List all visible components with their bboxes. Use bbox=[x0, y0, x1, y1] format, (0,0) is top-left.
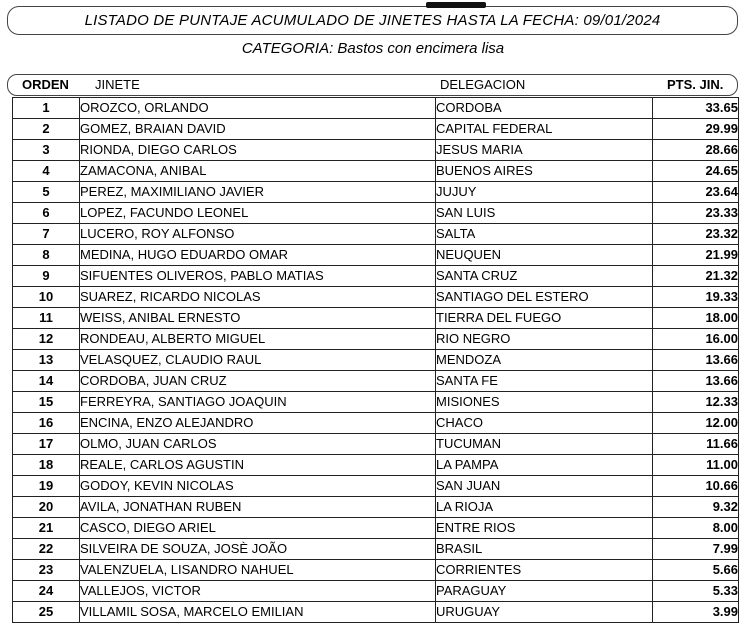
cell-jinete: SUAREZ, RICARDO NICOLAS bbox=[80, 287, 436, 308]
cell-pts: 12.00 bbox=[653, 413, 739, 434]
cell-delegacion: SAN JUAN bbox=[436, 476, 653, 497]
cell-pts: 33.65 bbox=[653, 98, 739, 119]
cell-orden: 4 bbox=[13, 161, 80, 182]
cell-orden: 12 bbox=[13, 329, 80, 350]
table-header bbox=[7, 74, 738, 96]
table-row bbox=[13, 581, 739, 602]
cell-delegacion: URUGUAY bbox=[436, 602, 653, 623]
table-row bbox=[13, 98, 739, 119]
cell-pts: 9.32 bbox=[653, 497, 739, 518]
cell-jinete: RIONDA, DIEGO CARLOS bbox=[80, 140, 436, 161]
page-title: LISTADO DE PUNTAJE ACUMULADO DE JINETES HASTA LA FECHA: 09/01/2024 bbox=[84, 12, 661, 29]
cell-delegacion: CHACO bbox=[436, 413, 653, 434]
cell-pts: 8.00 bbox=[653, 518, 739, 539]
cell-jinete: FERREYRA, SANTIAGO JOAQUIN bbox=[80, 392, 436, 413]
table-row bbox=[13, 182, 739, 203]
column-header-delegacion: DELEGACION bbox=[440, 77, 526, 92]
cell-delegacion: TIERRA DEL FUEGO bbox=[436, 308, 653, 329]
table-row bbox=[13, 224, 739, 245]
column-header-jinete: JINETE bbox=[95, 77, 140, 92]
cell-jinete: GOMEZ, BRAIAN DAVID bbox=[80, 119, 436, 140]
cell-delegacion: BUENOS AIRES bbox=[436, 161, 653, 182]
cell-jinete: AVILA, JONATHAN RUBEN bbox=[80, 497, 436, 518]
cell-orden: 20 bbox=[13, 497, 80, 518]
cell-orden: 24 bbox=[13, 581, 80, 602]
table-row bbox=[13, 413, 739, 434]
cell-pts: 5.33 bbox=[653, 581, 739, 602]
cell-delegacion: MENDOZA bbox=[436, 350, 653, 371]
table-row bbox=[13, 350, 739, 371]
cell-delegacion: PARAGUAY bbox=[436, 581, 653, 602]
table-row bbox=[13, 119, 739, 140]
ranking-table-body bbox=[13, 98, 739, 623]
cell-pts: 11.00 bbox=[653, 455, 739, 476]
table-row bbox=[13, 392, 739, 413]
table-row bbox=[13, 245, 739, 266]
cell-jinete: MEDINA, HUGO EDUARDO OMAR bbox=[80, 245, 436, 266]
cell-orden: 9 bbox=[13, 266, 80, 287]
table-row bbox=[13, 434, 739, 455]
cell-orden: 19 bbox=[13, 476, 80, 497]
cell-jinete: ENCINA, ENZO ALEJANDRO bbox=[80, 413, 436, 434]
cell-pts: 7.99 bbox=[653, 539, 739, 560]
cell-delegacion: LA PAMPA bbox=[436, 455, 653, 476]
cell-delegacion: SAN LUIS bbox=[436, 203, 653, 224]
cell-jinete: GODOY, KEVIN NICOLAS bbox=[80, 476, 436, 497]
cell-delegacion: ENTRE RIOS bbox=[436, 518, 653, 539]
table-row bbox=[13, 560, 739, 581]
table-row bbox=[13, 203, 739, 224]
table-row bbox=[13, 602, 739, 623]
table-row bbox=[13, 140, 739, 161]
table-row bbox=[13, 497, 739, 518]
cell-delegacion: CAPITAL FEDERAL bbox=[436, 119, 653, 140]
category-label: CATEGORIA: Bastos con encimera lisa bbox=[241, 40, 505, 57]
ranking-table bbox=[12, 97, 739, 623]
cell-pts: 19.33 bbox=[653, 287, 739, 308]
cell-pts: 11.66 bbox=[653, 434, 739, 455]
cell-pts: 16.00 bbox=[653, 329, 739, 350]
cell-delegacion: SANTA FE bbox=[436, 371, 653, 392]
cell-orden: 18 bbox=[13, 455, 80, 476]
cell-jinete: SIFUENTES OLIVEROS, PABLO MATIAS bbox=[80, 266, 436, 287]
cell-delegacion: LA RIOJA bbox=[436, 497, 653, 518]
cell-orden: 1 bbox=[13, 98, 80, 119]
cell-orden: 6 bbox=[13, 203, 80, 224]
cell-pts: 13.66 bbox=[653, 371, 739, 392]
cell-jinete: WEISS, ANIBAL ERNESTO bbox=[80, 308, 436, 329]
cell-orden: 5 bbox=[13, 182, 80, 203]
cell-orden: 11 bbox=[13, 308, 80, 329]
table-row bbox=[13, 476, 739, 497]
cell-pts: 23.64 bbox=[653, 182, 739, 203]
column-header-orden: ORDEN bbox=[22, 77, 69, 92]
column-header-pts: PTS. JIN. bbox=[667, 77, 724, 92]
table-row bbox=[13, 371, 739, 392]
cell-orden: 2 bbox=[13, 119, 80, 140]
table-row bbox=[13, 455, 739, 476]
cell-orden: 8 bbox=[13, 245, 80, 266]
cell-pts: 23.32 bbox=[653, 224, 739, 245]
cell-delegacion: SANTA CRUZ bbox=[436, 266, 653, 287]
cell-pts: 5.66 bbox=[653, 560, 739, 581]
cell-orden: 16 bbox=[13, 413, 80, 434]
cell-orden: 3 bbox=[13, 140, 80, 161]
cell-delegacion: MISIONES bbox=[436, 392, 653, 413]
cell-jinete: OLMO, JUAN CARLOS bbox=[80, 434, 436, 455]
table-row bbox=[13, 266, 739, 287]
table-row bbox=[13, 161, 739, 182]
cell-orden: 7 bbox=[13, 224, 80, 245]
cell-delegacion: SALTA bbox=[436, 224, 653, 245]
cell-orden: 21 bbox=[13, 518, 80, 539]
cell-orden: 17 bbox=[13, 434, 80, 455]
cell-jinete: LUCERO, ROY ALFONSO bbox=[80, 224, 436, 245]
cell-orden: 14 bbox=[13, 371, 80, 392]
cell-delegacion: SANTIAGO DEL ESTERO bbox=[436, 287, 653, 308]
cell-pts: 23.33 bbox=[653, 203, 739, 224]
cell-pts: 29.99 bbox=[653, 119, 739, 140]
cell-delegacion: CORRIENTES bbox=[436, 560, 653, 581]
cell-jinete: PEREZ, MAXIMILIANO JAVIER bbox=[80, 182, 436, 203]
cell-delegacion: TUCUMAN bbox=[436, 434, 653, 455]
cell-pts: 13.66 bbox=[653, 350, 739, 371]
cell-pts: 12.33 bbox=[653, 392, 739, 413]
cell-jinete: VALENZUELA, LISANDRO NAHUEL bbox=[80, 560, 436, 581]
cell-jinete: SILVEIRA DE SOUZA, JOSÈ JOÃO bbox=[80, 539, 436, 560]
cell-pts: 21.99 bbox=[653, 245, 739, 266]
cell-delegacion: BRASIL bbox=[436, 539, 653, 560]
table-row bbox=[13, 518, 739, 539]
cell-jinete: VALLEJOS, VICTOR bbox=[80, 581, 436, 602]
cell-orden: 25 bbox=[13, 602, 80, 623]
decorative-mark bbox=[426, 2, 486, 8]
cell-pts: 18.00 bbox=[653, 308, 739, 329]
cell-pts: 10.66 bbox=[653, 476, 739, 497]
table-row bbox=[13, 308, 739, 329]
cell-pts: 3.99 bbox=[653, 602, 739, 623]
cell-orden: 23 bbox=[13, 560, 80, 581]
cell-delegacion: NEUQUEN bbox=[436, 245, 653, 266]
cell-pts: 21.32 bbox=[653, 266, 739, 287]
cell-pts: 24.65 bbox=[653, 161, 739, 182]
cell-delegacion: CORDOBA bbox=[436, 98, 653, 119]
cell-jinete: RONDEAU, ALBERTO MIGUEL bbox=[80, 329, 436, 350]
title-box bbox=[7, 6, 738, 35]
cell-jinete: CASCO, DIEGO ARIEL bbox=[80, 518, 436, 539]
table-row bbox=[13, 329, 739, 350]
cell-orden: 13 bbox=[13, 350, 80, 371]
cell-jinete: LOPEZ, FACUNDO LEONEL bbox=[80, 203, 436, 224]
cell-delegacion: RIO NEGRO bbox=[436, 329, 653, 350]
cell-jinete: VELASQUEZ, CLAUDIO RAUL bbox=[80, 350, 436, 371]
cell-jinete: ZAMACONA, ANIBAL bbox=[80, 161, 436, 182]
cell-orden: 10 bbox=[13, 287, 80, 308]
cell-delegacion: JESUS MARIA bbox=[436, 140, 653, 161]
table-row bbox=[13, 539, 739, 560]
cell-jinete: OROZCO, ORLANDO bbox=[80, 98, 436, 119]
cell-pts: 28.66 bbox=[653, 140, 739, 161]
cell-jinete: VILLAMIL SOSA, MARCELO EMILIAN bbox=[80, 602, 436, 623]
cell-jinete: REALE, CARLOS AGUSTIN bbox=[80, 455, 436, 476]
cell-orden: 15 bbox=[13, 392, 80, 413]
table-row bbox=[13, 287, 739, 308]
cell-delegacion: JUJUY bbox=[436, 182, 653, 203]
cell-jinete: CORDOBA, JUAN CRUZ bbox=[80, 371, 436, 392]
cell-orden: 22 bbox=[13, 539, 80, 560]
